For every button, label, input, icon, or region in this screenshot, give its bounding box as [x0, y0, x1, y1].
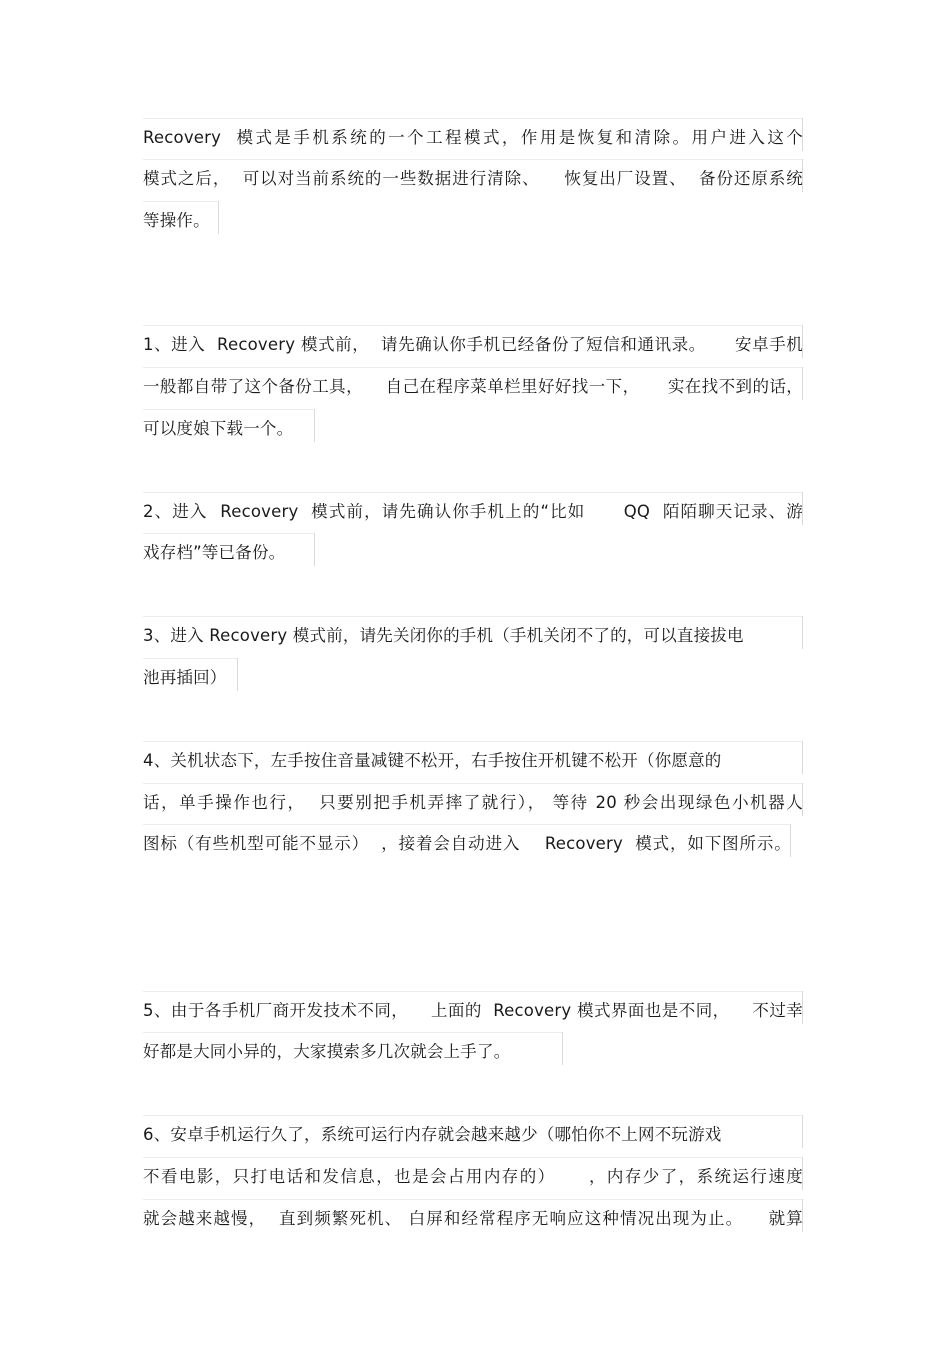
text-line: 图标（有些机型可能不显示） ，接着会自动进入 Recovery 模式，如下图所示。 — [143, 834, 791, 853]
text-line: 等操作。 — [143, 210, 219, 232]
text-line: 3、进入 Recovery 模式前，请先关闭你的手机（手机关闭不了的，可以直接拔电 — [143, 625, 803, 647]
text-line: 可以度娘下载一个。 — [143, 418, 315, 440]
text-line: 话，单手操作也行， 只要别把手机弄摔了就行）， 等待 20 秒会出现绿色小机器人 — [143, 793, 803, 812]
text-line: 1、进入 Recovery 模式前， 请先确认你手机已经备份了短信和通讯录。 安卓手机 — [143, 335, 803, 354]
text-line: 一般都自带了这个备份工具， 自己在程序菜单栏里好好找一下， 实在找不到的话， — [143, 377, 803, 396]
text-line: 就会越来越慢， 直到频繁死机、 白屏和经常程序无响应这种情况出现为止。 就算 — [143, 1209, 803, 1228]
text-line: 4、关机状态下，左手按住音量减键不松开，右手按住开机键不松开（你愿意的 — [143, 750, 803, 772]
text-line: 5、由于各手机厂商开发技术不同， 上面的 Recovery 模式界面也是不同， 不过幸 — [143, 1001, 803, 1020]
text-line: 池再插回） — [143, 667, 238, 689]
text-line: 2、进入 Recovery 模式前，请先确认你手机上的“比如 QQ 陌陌聊天记录、游 — [143, 502, 803, 521]
text-line: 6、安卓手机运行久了，系统可运行内存就会越来越少（哪怕你不上网不玩游戏 — [143, 1124, 803, 1146]
text-line: 好都是大同小异的，大家摸索多几次就会上手了。 — [143, 1041, 563, 1063]
text-line: 模式之后， 可以对当前系统的一些数据进行清除、 恢复出厂设置、 备份还原系统 — [143, 169, 803, 188]
text-line: Recovery 模式是手机系统的一个工程模式，作用是恢复和清除。用户进入这个 — [143, 128, 803, 147]
text-line: 不看电影，只打电话和发信息，也是会占用内存的） ，内存少了，系统运行速度 — [143, 1167, 803, 1186]
text-line: 戏存档”等已备份。 — [143, 542, 315, 564]
